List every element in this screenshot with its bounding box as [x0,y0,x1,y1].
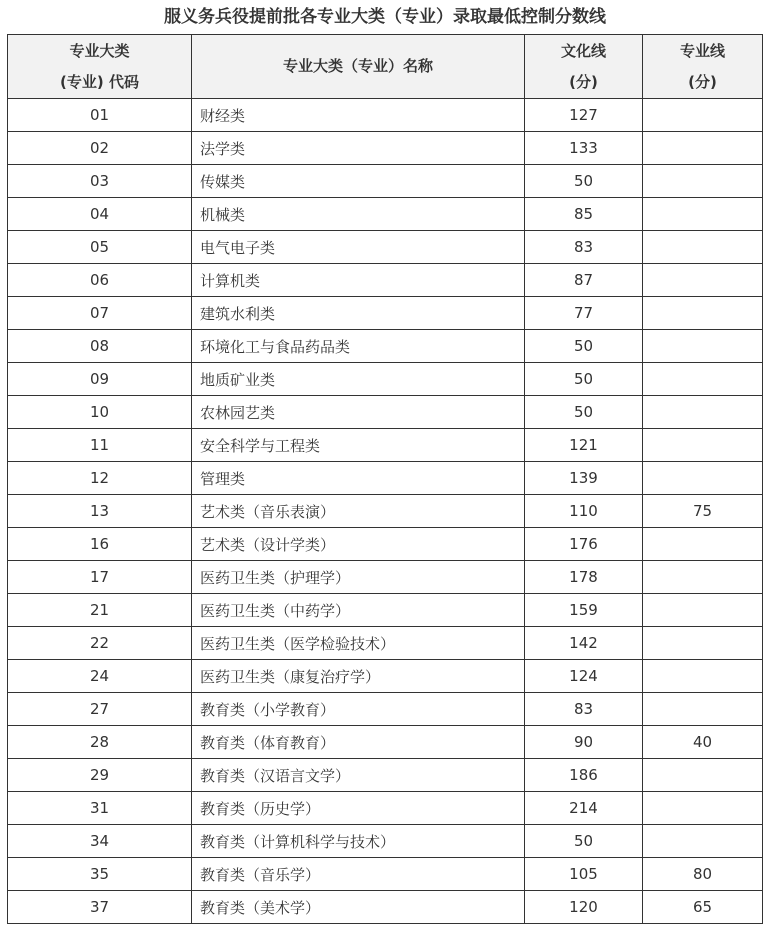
cell-name: 教育类（音乐学） [192,858,525,891]
cell-name: 农林园艺类 [192,396,525,429]
score-table [7,34,763,924]
cell-code: 28 [8,726,192,759]
cell-code: 31 [8,792,192,825]
cell-major-score [643,330,763,363]
cell-code: 22 [8,627,192,660]
cell-major-score [643,693,763,726]
cell-code: 03 [8,165,192,198]
cell-major-score [643,660,763,693]
cell-culture-score: 176 [525,528,643,561]
cell-name: 环境化工与食品药品类 [192,330,525,363]
header-code-line2: (专业) 代码 [60,72,139,91]
table-row [8,132,763,165]
header-major-line2: (分) [688,72,717,91]
cell-name: 法学类 [192,132,525,165]
header-code [8,35,192,99]
cell-major-score [643,363,763,396]
cell-name: 电气电子类 [192,231,525,264]
cell-culture-score: 85 [525,198,643,231]
table-row [8,561,763,594]
header-culture-line1: 文化线 [560,41,606,60]
cell-name: 地质矿业类 [192,363,525,396]
table-row [8,429,763,462]
cell-code: 09 [8,363,192,396]
cell-major-score [643,198,763,231]
cell-code: 05 [8,231,192,264]
table-header [8,35,763,99]
cell-name: 艺术类（音乐表演） [192,495,525,528]
cell-major-score [643,561,763,594]
cell-code: 21 [8,594,192,627]
cell-name: 传媒类 [192,165,525,198]
table-body [8,99,763,924]
table-row [8,264,763,297]
table-row [8,165,763,198]
cell-culture-score: 121 [525,429,643,462]
cell-major-score [643,825,763,858]
cell-name: 教育类（历史学） [192,792,525,825]
table-row [8,759,763,792]
cell-code: 02 [8,132,192,165]
header-name-label: 专业大类（专业）名称 [282,57,433,75]
table-row [8,726,763,759]
cell-culture-score: 133 [525,132,643,165]
cell-major-score [643,132,763,165]
cell-culture-score: 186 [525,759,643,792]
cell-major-score [643,594,763,627]
table-row [8,627,763,660]
cell-code: 16 [8,528,192,561]
cell-culture-score: 178 [525,561,643,594]
table-row [8,660,763,693]
cell-culture-score: 110 [525,495,643,528]
cell-major-score [643,297,763,330]
cell-culture-score: 83 [525,231,643,264]
cell-major-score [643,165,763,198]
cell-culture-score: 139 [525,462,643,495]
table-row [8,528,763,561]
cell-major-score [643,627,763,660]
header-major-line1: 专业线 [679,41,725,60]
table-row [8,99,763,132]
table-row [8,396,763,429]
cell-culture-score: 90 [525,726,643,759]
cell-name: 教育类（小学教育） [192,693,525,726]
table-row [8,792,763,825]
cell-name: 艺术类（设计学类） [192,528,525,561]
cell-name: 安全科学与工程类 [192,429,525,462]
cell-code: 01 [8,99,192,132]
cell-culture-score: 50 [525,330,643,363]
header-row [8,35,763,99]
cell-culture-score: 50 [525,396,643,429]
table-row [8,594,763,627]
cell-code: 27 [8,693,192,726]
cell-code: 06 [8,264,192,297]
cell-code: 29 [8,759,192,792]
cell-name: 教育类（美术学） [192,891,525,924]
header-culture-line2: (分) [569,72,598,91]
cell-name: 医药卫生类（中药学） [192,594,525,627]
cell-code: 11 [8,429,192,462]
cell-name: 计算机类 [192,264,525,297]
cell-culture-score: 142 [525,627,643,660]
cell-major-score: 65 [643,891,763,924]
table-row [8,891,763,924]
cell-culture-score: 77 [525,297,643,330]
cell-code: 07 [8,297,192,330]
cell-name: 财经类 [192,99,525,132]
cell-code: 34 [8,825,192,858]
table-row [8,330,763,363]
table-row [8,297,763,330]
cell-major-score [643,792,763,825]
cell-major-score [643,429,763,462]
cell-culture-score: 214 [525,792,643,825]
header-name [192,35,525,99]
header-code-line1: 专业大类 [69,41,130,60]
table-row [8,825,763,858]
page-title: 服义务兵役提前批各专业大类（专业）录取最低控制分数线 [164,7,606,27]
cell-code: 04 [8,198,192,231]
cell-name: 教育类（体育教育） [192,726,525,759]
cell-code: 08 [8,330,192,363]
cell-code: 17 [8,561,192,594]
cell-major-score: 40 [643,726,763,759]
cell-culture-score: 83 [525,693,643,726]
cell-code: 10 [8,396,192,429]
cell-code: 12 [8,462,192,495]
cell-name: 医药卫生类（护理学） [192,561,525,594]
cell-major-score [643,99,763,132]
cell-culture-score: 127 [525,99,643,132]
cell-major-score [643,396,763,429]
cell-culture-score: 50 [525,363,643,396]
cell-major-score: 80 [643,858,763,891]
cell-name: 管理类 [192,462,525,495]
header-culture [525,35,643,99]
cell-culture-score: 120 [525,891,643,924]
table-row [8,231,763,264]
cell-name: 医药卫生类（医学检验技术） [192,627,525,660]
cell-culture-score: 159 [525,594,643,627]
table-row [8,198,763,231]
cell-culture-score: 87 [525,264,643,297]
table-row [8,858,763,891]
cell-code: 13 [8,495,192,528]
table-row [8,462,763,495]
cell-major-score [643,264,763,297]
cell-major-score [643,759,763,792]
cell-major-score [643,231,763,264]
table-row [8,363,763,396]
cell-culture-score: 50 [525,825,643,858]
cell-culture-score: 105 [525,858,643,891]
cell-major-score [643,462,763,495]
cell-code: 35 [8,858,192,891]
cell-name: 教育类（汉语言文学） [192,759,525,792]
cell-name: 建筑水利类 [192,297,525,330]
table-row [8,693,763,726]
header-major [643,35,763,99]
cell-name: 医药卫生类（康复治疗学） [192,660,525,693]
cell-major-score [643,528,763,561]
cell-culture-score: 124 [525,660,643,693]
table-row [8,495,763,528]
cell-major-score: 75 [643,495,763,528]
cell-code: 37 [8,891,192,924]
cell-name: 机械类 [192,198,525,231]
cell-name: 教育类（计算机科学与技术） [192,825,525,858]
cell-culture-score: 50 [525,165,643,198]
cell-code: 24 [8,660,192,693]
